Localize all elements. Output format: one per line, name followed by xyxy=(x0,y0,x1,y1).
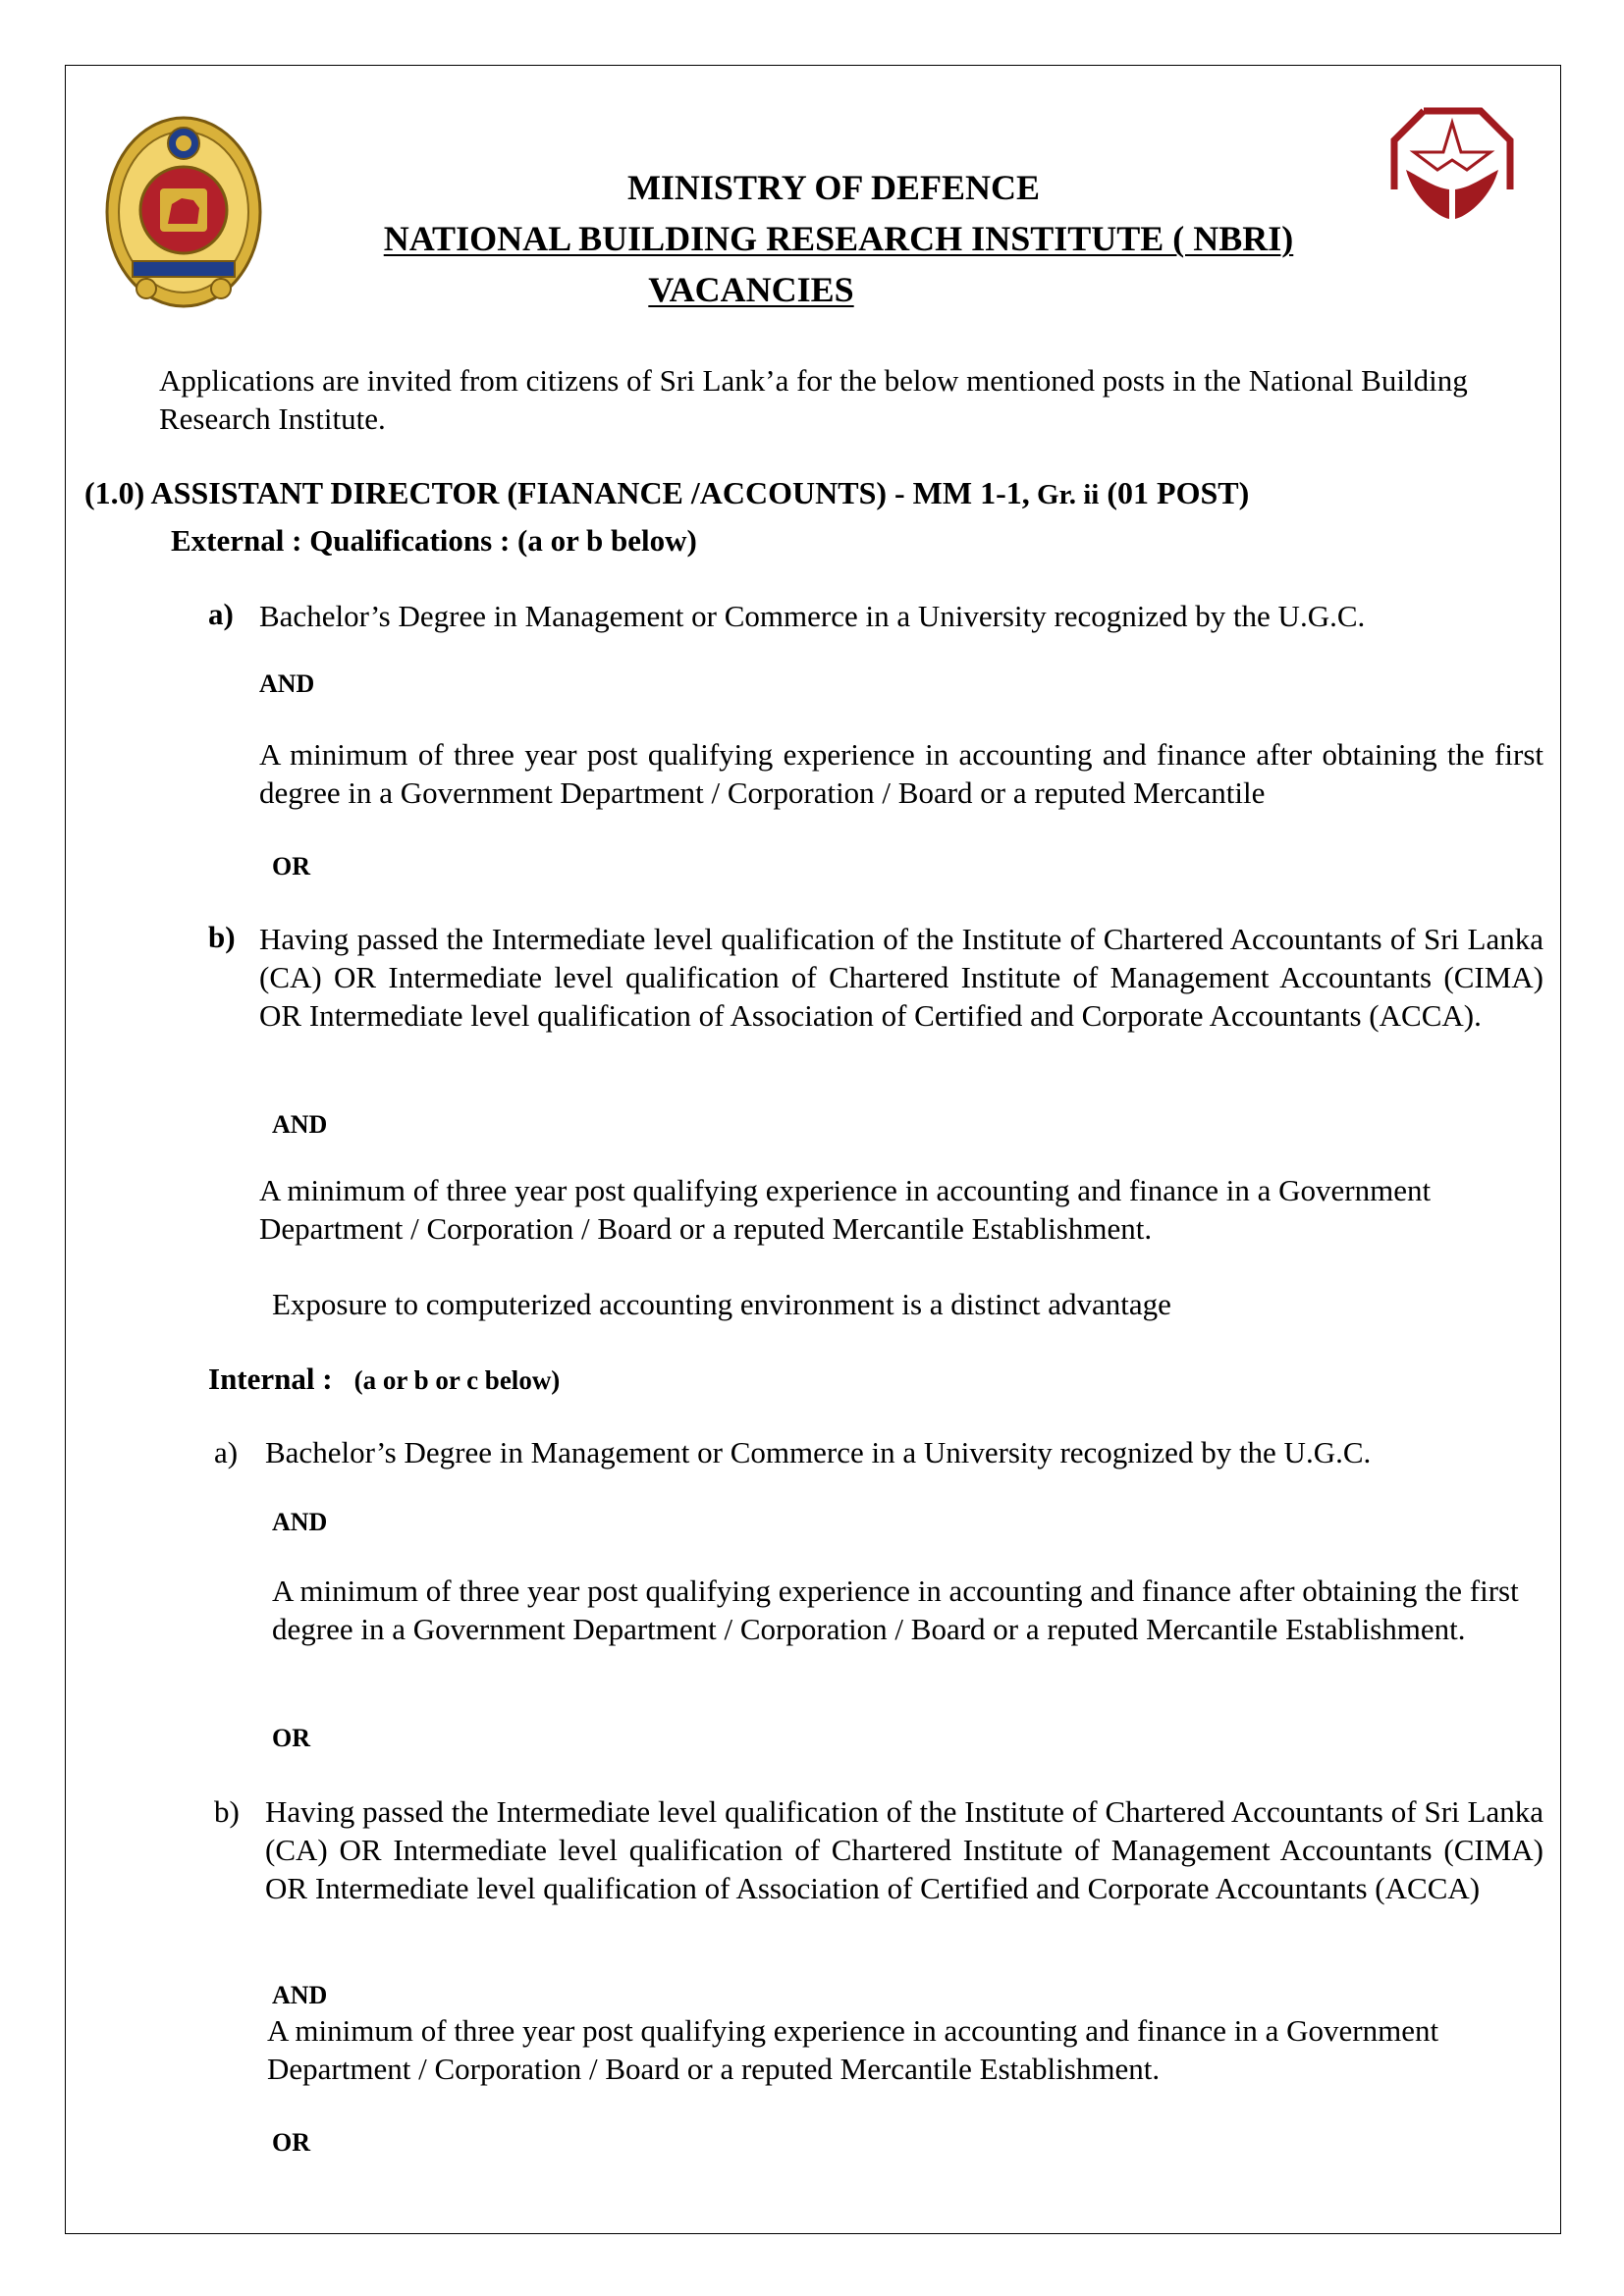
internal-a-label: a) xyxy=(214,1435,239,1469)
internal-or-2: OR xyxy=(272,2128,310,2157)
external-b-label: b) xyxy=(208,920,236,954)
internal-b-experience: A minimum of three year post qualifying experience in accounting and finance in a Government Department / Corporation / Board or a reputed Mercantile Establishment. xyxy=(267,2013,1439,2086)
internal-a-experience: A minimum of three year post qualifying experience in accounting and finance after obtaining the first degree in a Government Department / Corporation / Board or a reputed Mercantile Establishment. xyxy=(272,1574,1519,1646)
post-title-main: (1.0) ASSISTANT DIRECTOR (FIANANCE /ACCOUNTS) - MM 1-1, xyxy=(84,475,1030,510)
external-a-label: a) xyxy=(208,597,234,631)
external-or-1: OR xyxy=(272,852,310,881)
external-a-experience: A minimum of three year post qualifying experience in accounting and finance after obtaining the first degree in a Government Department / Corporation / Board or a reputed Mercantile xyxy=(259,737,1543,810)
external-b-text: Having passed the Intermediate level qualification of the Institute of Chartered Accountants of Sri Lanka (CA) OR Intermediate level qualification of Chartered Institute of Management Accountants (CIMA) OR Intermediate level qualification of Association of Certified and Corporate Accountants (ACCA). xyxy=(259,922,1543,1033)
intro-paragraph: Applications are invited from citizens of Sri Lank’a for the below mentioned posts in the National Building Research Institute. xyxy=(159,363,1468,436)
post-title-grade: Gr. ii xyxy=(1029,479,1100,510)
internal-a-text: Bachelor’s Degree in Management or Commerce in a University recognized by the U.G.C. xyxy=(265,1435,1372,1469)
exposure-note: Exposure to computerized accounting environment is a distinct advantage xyxy=(272,1287,1171,1321)
ministry-title: MINISTRY OF DEFENCE xyxy=(626,168,1041,207)
internal-label: Internal : xyxy=(208,1362,333,1396)
internal-or-1: OR xyxy=(272,1724,310,1752)
external-b-experience: A minimum of three year post qualifying experience in accounting and finance in a Government Department / Corporation / Board or a reputed Mercantile Establishment. xyxy=(259,1173,1432,1246)
institute-title: NATIONAL BUILDING RESEARCH INSTITUTE ( NBRI) xyxy=(383,219,1294,258)
external-a-text: Bachelor’s Degree in Management or Commerce in a University recognized by the U.G.C. xyxy=(259,599,1366,633)
external-and-2: AND xyxy=(272,1110,328,1139)
external-heading: External : Qualifications : (a or b below) xyxy=(171,523,697,558)
internal-b-text: Having passed the Intermediate level qualification of the Institute of Chartered Accountants of Sri Lanka (CA) OR Intermediate level qualification of Chartered Institute of Management Accountants (CIMA) OR Intermediate level qualification of Association of Certified and Corporate Accountants (ACCA) xyxy=(265,1794,1543,1905)
internal-sub: (a or b or c below) xyxy=(353,1365,561,1395)
post-title xyxy=(84,475,1249,511)
post-title-count: (01 POST) xyxy=(1099,475,1250,510)
internal-and-2: AND xyxy=(272,1981,328,2009)
external-and-1: AND xyxy=(259,669,315,698)
vacancies-title: VACANCIES xyxy=(648,270,854,309)
internal-b-label: b) xyxy=(214,1794,240,1829)
internal-heading xyxy=(208,1362,560,1397)
internal-and-1: AND xyxy=(272,1508,328,1536)
nbri-logo-icon xyxy=(1384,101,1520,229)
